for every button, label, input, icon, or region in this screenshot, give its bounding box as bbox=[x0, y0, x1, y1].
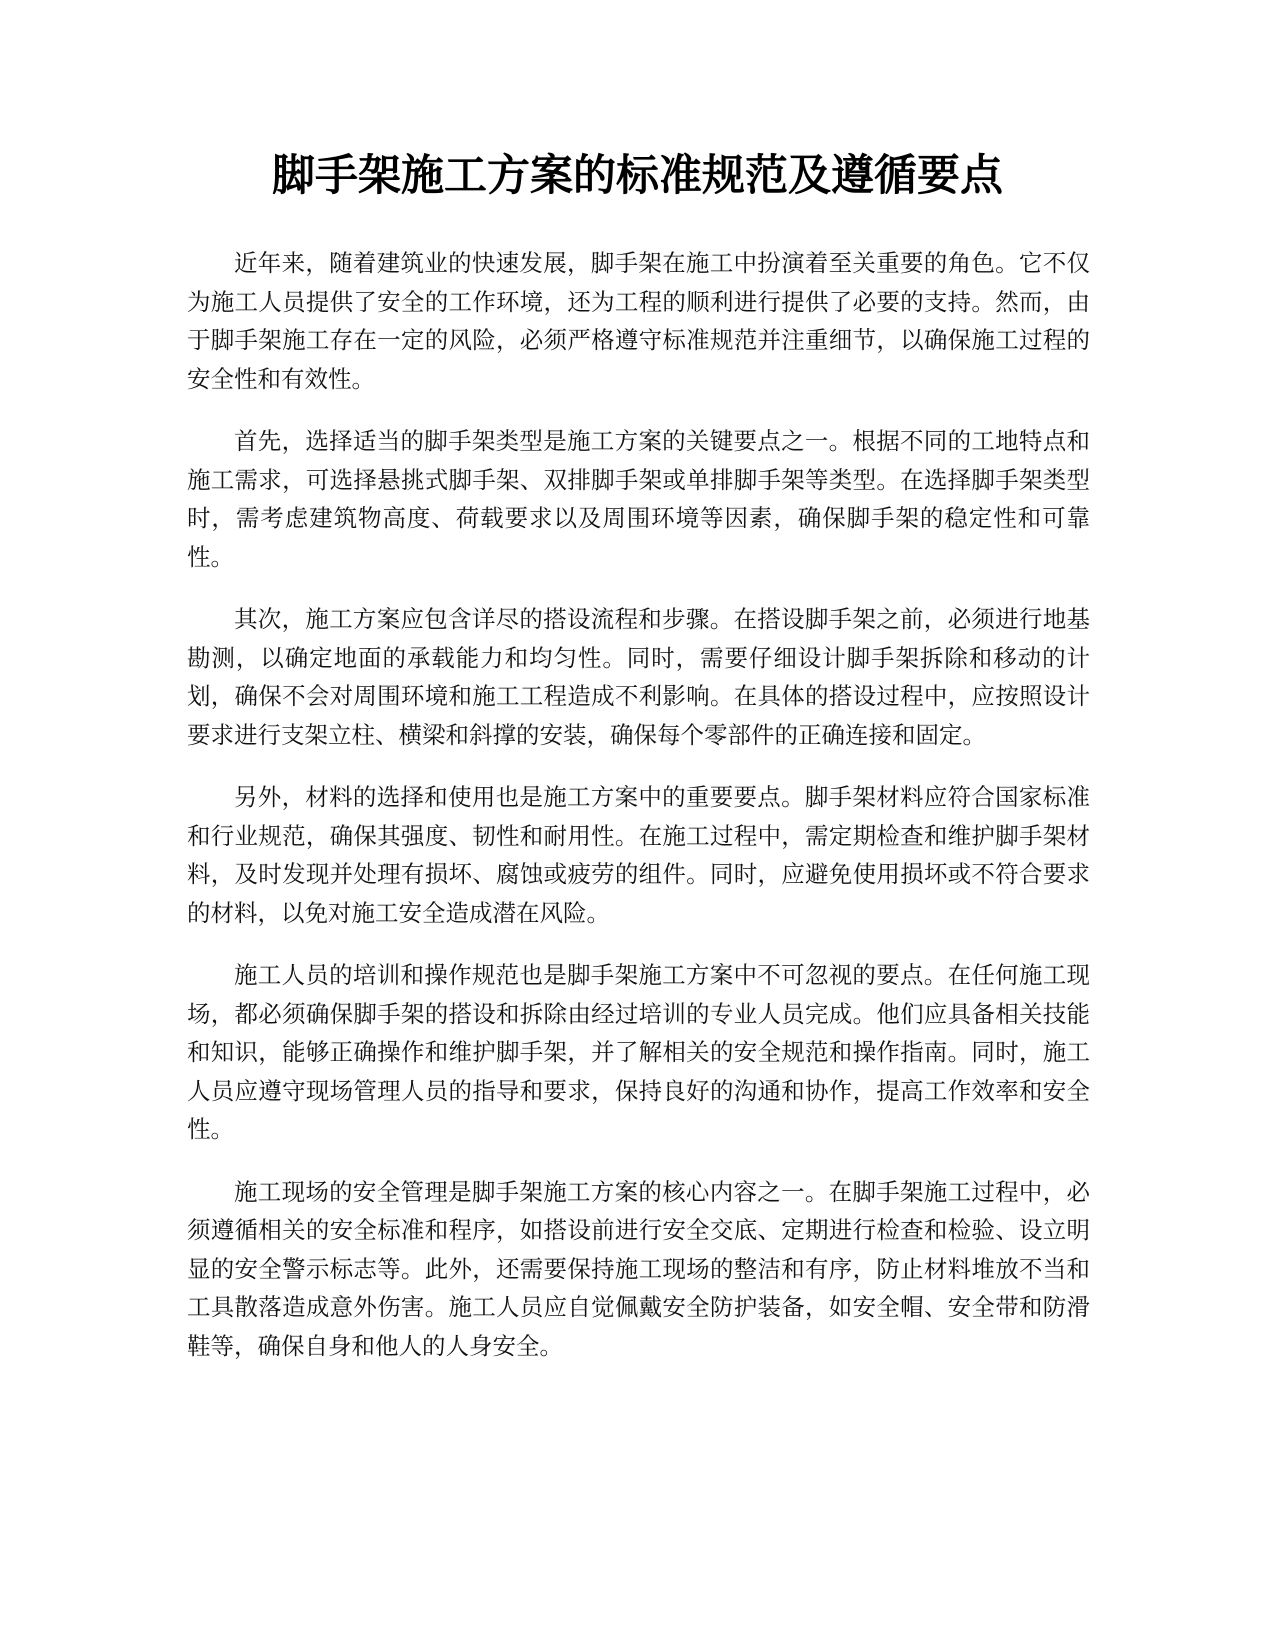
paragraph-2: 首先，选择适当的脚手架类型是施工方案的关键要点之一。根据不同的工地特点和施工需求，可选择悬挑式脚手架、双排脚手架或单排脚手架等类型。在选择脚手架类型时，需考虑建筑物高度、荷载要求以及周围环境等因素，确保脚手架的稳定性和可靠性。 bbox=[187, 427, 1090, 571]
paragraph-3: 其次，施工方案应包含详尽的搭设流程和步骤。在搭设脚手架之前，必须进行地基勘测，以确定地面的承载能力和均匀性。同时，需要仔细设计脚手架拆除和移动的计划，确保不会对周围环境和施工工程造成不利影响。在具体的搭设过程中，应按照设计要求进行支架立柱、横梁和斜撑的安装，确保每个零部件的正确连接和固定。 bbox=[187, 605, 1090, 749]
paragraph-4: 另外，材料的选择和使用也是施工方案中的重要要点。脚手架材料应符合国家标准和行业规范，确保其强度、韧性和耐用性。在施工过程中，需定期检查和维护脚手架材料，及时发现并处理有损坏、腐蚀或疲劳的组件。同时，应避免使用损坏或不符合要求的材料，以免对施工安全造成潜在风险。 bbox=[187, 783, 1090, 927]
paragraph-6: 施工现场的安全管理是脚手架施工方案的核心内容之一。在脚手架施工过程中，必须遵循相关的安全标准和程序，如搭设前进行安全交底、定期进行检查和检验、设立明显的安全警示标志等。此外，还需要保持施工现场的整洁和有序，防止材料堆放不当和工具散落造成意外伤害。施工人员应自觉佩戴安全防护装备，如安全帽、安全带和防滑鞋等，确保自身和他人的人身安全。 bbox=[187, 1177, 1090, 1360]
paragraph-1: 近年来，随着建筑业的快速发展，脚手架在施工中扮演着至关重要的角色。它不仅为施工人员提供了安全的工作环境，还为工程的顺利进行提供了必要的支持。然而，由于脚手架施工存在一定的风险，必须严格遵守标准规范并注重细节，以确保施工过程的安全性和有效性。 bbox=[187, 249, 1090, 393]
paragraph-5: 施工人员的培训和操作规范也是脚手架施工方案中不可忽视的要点。在任何施工现场，都必须确保脚手架的搭设和拆除由经过培训的专业人员完成。他们应具备相关技能和知识，能够正确操作和维护脚手架，并了解相关的安全规范和操作指南。同时，施工人员应遵守现场管理人员的指导和要求，保持良好的沟通和协作，提高工作效率和安全性。 bbox=[187, 961, 1090, 1143]
document-body bbox=[187, 244, 1090, 1389]
document-title: 脚手架施工方案的标准规范及遵循要点 bbox=[272, 151, 1003, 201]
